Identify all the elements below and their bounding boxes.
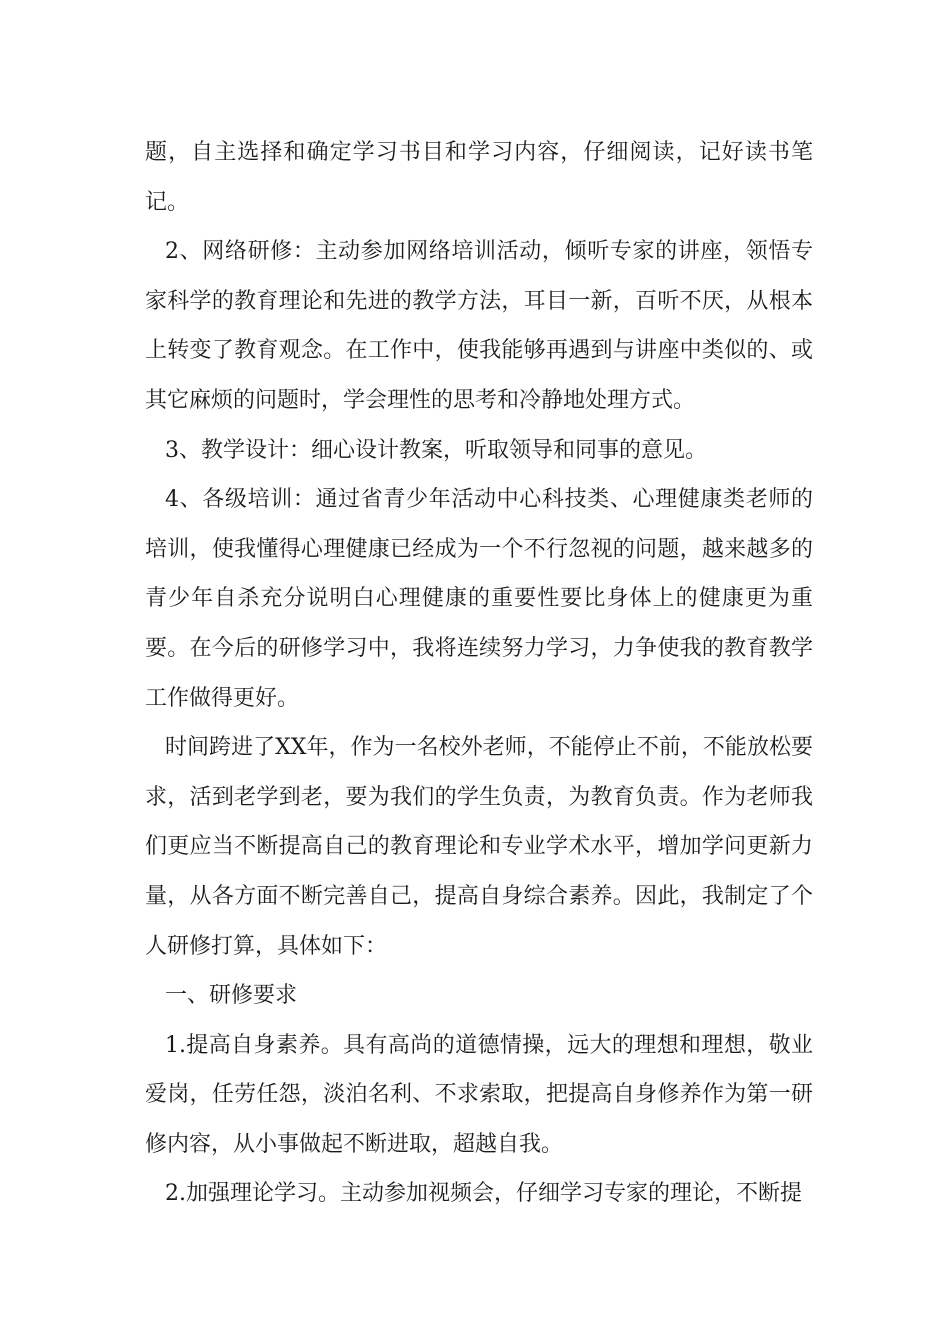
paragraph-teaching-design: 3、教学设计：细心设计教案，听取领导和同事的意见。 [165,437,707,463]
paragraph-plan-intro: 时间跨进了XX年，作为一名校外老师，不能停止不前，不能放松要求，活到老学到老，要为我们的学生负责，为教育负责。作为老师我们更应当不断提高自己的教育理论和专业学术水平，增加学问更新力量，从各方面不断完善自己，提高自身综合素养。因此，我制定了个人研修打算，具体如下： [145,735,813,959]
document-body [145,128,813,1219]
paragraph-training: 4、各级培训：通过省青少年活动中心科技类、心理健康类老师的培训，使我懂得心理健康已经成为一个不行忽视的问题，越来越多的青少年自杀充分说明白心理健康的重要性要比身体上的健康更为重要。在今后的研修学习中，我将连续努力学习，力争使我的教育教学工作做得更好。 [145,487,813,711]
paragraph-theory-study: 2.加强理论学习。主动参加视频会，仔细学习专家的理论，不断提 [165,1181,802,1207]
paragraph-continuation: 题，自主选择和确定学习书目和学习内容，仔细阅读，记好读书笔记。 [145,140,813,215]
paragraph-self-cultivation: 1.提高自身素养。具有高尚的道德情操，远大的理想和理想，敬业爱岗，任劳任怨，淡泊名利、不求索取，把提高自身修养作为第一研修内容，从小事做起不断进取，超越自我。 [145,1032,813,1157]
paragraph-online-study: 2、网络研修：主动参加网络培训活动，倾听专家的讲座，领悟专家科学的教育理论和先进的教学方法，耳目一新，百听不厌，从根本上转变了教育观念。在工作中，使我能够再遇到与讲座中类似的、或其它麻烦的问题时，学会理性的思考和冷静地处理方式。 [145,239,813,413]
section-heading-requirements: 一、研修要求 [165,983,298,1009]
